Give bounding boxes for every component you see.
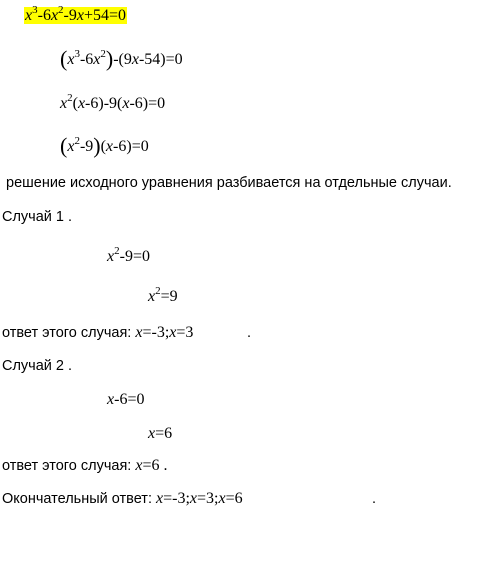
equation-grouped: $(x^3-6x^2)-(9x-54)=0$ (60, 46, 183, 71)
case1-equation-b: $x^2=9$ (148, 285, 178, 305)
equation-factored-partial: $x^2(x-6)-9(x-6)=0$ (60, 92, 166, 112)
equation-factored: $(x^2-9)(x-6)=0$ (60, 133, 149, 158)
highlight-mark: $x^3-6x^2-9x+54=0$ (25, 4, 127, 24)
case2-equation-b: x=6 (148, 425, 173, 442)
case2-answer: ответ этого случая: x=6 . (2, 457, 168, 474)
final-answer: Окончательный ответ: x=-3;x=3;x=6 (2, 490, 243, 507)
intro-text: решение исходного уравнения разбивается на отдельные случаи. (6, 175, 452, 191)
case1-trailing-dot: . (247, 325, 252, 341)
case1-answer: ответ этого случая: x=-3;x=3 (2, 324, 194, 341)
case2-equation-a: x-6=0 (107, 391, 145, 408)
final-trailing-dot: . (372, 491, 377, 507)
equation-original (24, 6, 127, 26)
case1-title: Случай 1 . (2, 209, 73, 225)
case1-equation-a: $x^2-9=0$ (107, 245, 150, 265)
case2-title: Случай 2 . (2, 358, 73, 374)
